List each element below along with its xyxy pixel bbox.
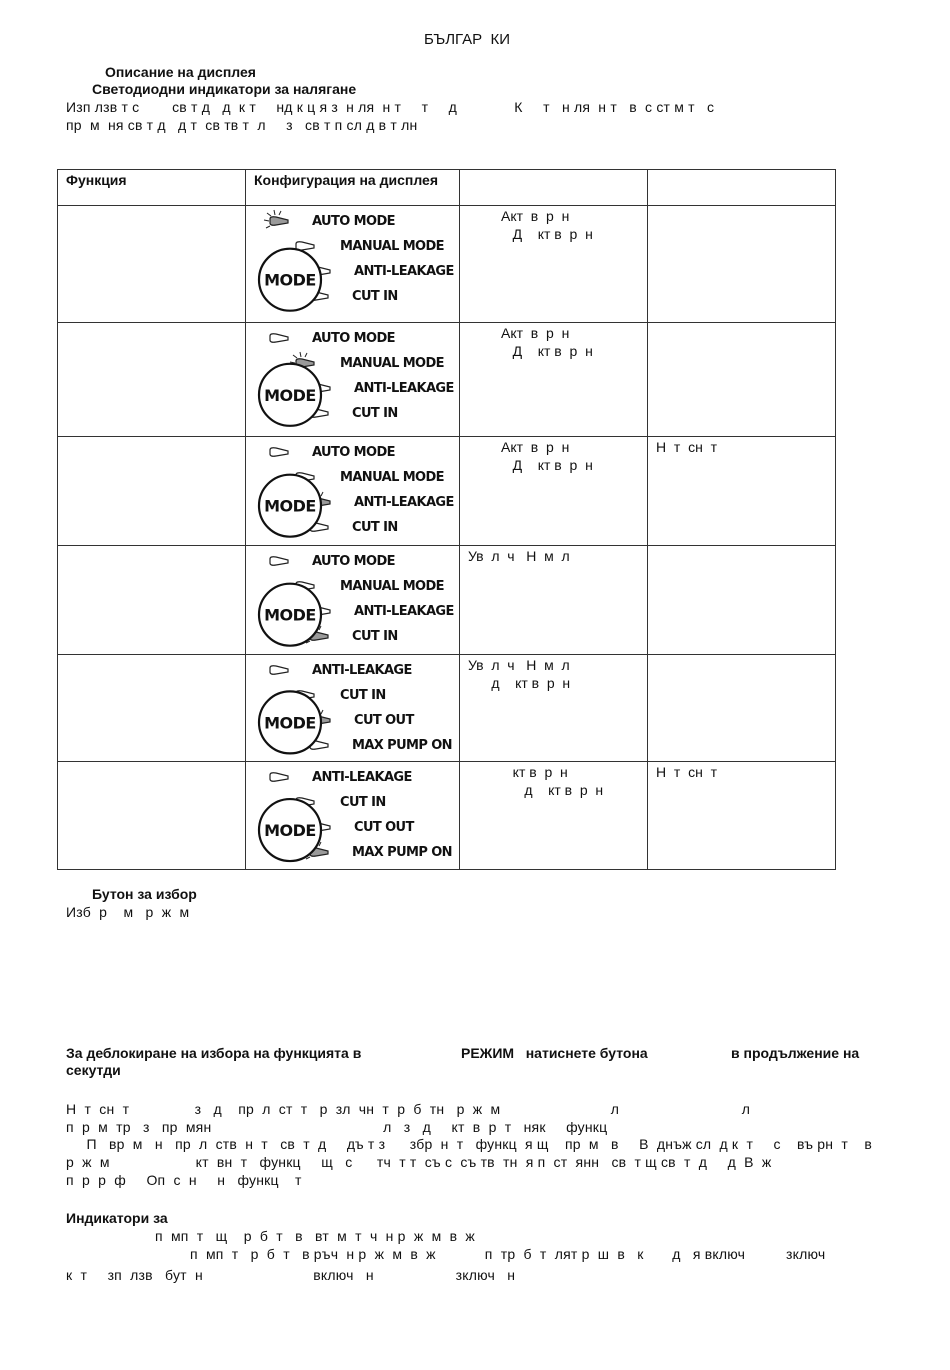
unlock-text-2: РЕЖИМ натиснете бутона (461, 1045, 648, 1061)
led-indicator-icon (270, 448, 288, 457)
mode-button-label: MODE (264, 496, 316, 516)
header-state (460, 170, 648, 206)
indicator-label: AUTO MODE (312, 554, 395, 569)
body-line: Н т сн т з д пр л ст т р зл чн т р б тн р ж м л л (66, 1101, 751, 1117)
body-line: п р р ф Оп с н н функц т (66, 1172, 302, 1188)
led-indicator-icon (270, 557, 288, 566)
header-function: Функция (58, 170, 246, 206)
led-indicator-icon (270, 773, 288, 782)
table-row (58, 762, 836, 870)
function-cell (58, 762, 246, 870)
indicator-label: ANTI-LEAKAGE (354, 495, 454, 510)
function-cell (58, 206, 246, 323)
state-cell: кт в р н д кт в р н (460, 762, 648, 870)
indicator-label: ANTI-LEAKAGE (354, 381, 454, 396)
indicator-label: CUT IN (340, 795, 386, 810)
display-config-cell (246, 206, 460, 323)
select-button-text: Изб р м р ж м (66, 904, 190, 920)
body-line: р ж м кт вн т функц щ с тч т т съ с съ тв тн я п ст янн св т щ св т д д В ж (66, 1154, 772, 1170)
state-cell: Акт в р н Д кт в р н (460, 437, 648, 546)
function-cell (58, 323, 246, 437)
display-table (57, 169, 836, 870)
mode-button-label: MODE (264, 605, 316, 625)
indicator-label: AUTO MODE (312, 445, 395, 460)
indicator-label: CUT IN (352, 289, 398, 304)
indicator-label: CUT IN (352, 406, 398, 421)
display-config-cell (246, 323, 460, 437)
header-configuration: Конфигурация на дисплея (246, 170, 460, 206)
indicator-label: ANTI-LEAKAGE (354, 264, 454, 279)
led-indicator-icon (270, 217, 288, 226)
indicator-label: MANUAL MODE (340, 239, 444, 254)
indicator-label: MANUAL MODE (340, 579, 444, 594)
indicator-label: MAX PUMP ON (352, 845, 452, 860)
indicator-label: AUTO MODE (312, 214, 395, 229)
note-cell (648, 546, 836, 655)
header-note (648, 170, 836, 206)
indicators-heading: Индикатори за (66, 1210, 168, 1226)
indicator-label: AUTO MODE (312, 331, 395, 346)
body-line: П вр м н пр л ств н т св т д дъ т з збр н т функц я щ пр м в В днъж сл д к т с въ рн т в (66, 1136, 872, 1152)
display-config-cell (246, 655, 460, 762)
note-cell (648, 323, 836, 437)
note-cell (648, 655, 836, 762)
state-cell: Ув л ч Н м л (460, 546, 648, 655)
indicator-label: MAX PUMP ON (352, 738, 452, 753)
body-line: п р м тр з пр мян л з д кт в р т няк функц (66, 1119, 608, 1135)
table-row (58, 655, 836, 762)
state-cell: Акт в р н Д кт в р н (460, 323, 648, 437)
indicator-label: MANUAL MODE (340, 470, 444, 485)
indicator-label: CUT OUT (354, 820, 414, 835)
indicator-label: ANTI-LEAKAGE (312, 770, 412, 785)
mode-button-label: MODE (264, 821, 316, 841)
indicators-line-2: п мп т р б т в ръч н р ж м в ж п тр б т лят р ш в к д я включ зключ (190, 1246, 826, 1262)
section-heading: Описание на дисплея (105, 64, 256, 80)
mode-button-label: MODE (264, 713, 316, 733)
indicator-label: ANTI-LEAKAGE (312, 663, 412, 678)
subsection-heading: Светодиодни индикатори за налягане (92, 81, 357, 97)
unlock-text-3: в продължение на (731, 1045, 860, 1061)
table-row (58, 206, 836, 323)
select-button-heading: Бутон за избор (92, 886, 197, 902)
table-row (58, 546, 836, 655)
intro-line-1: Изп лзв т с св т д д к т нд к ц я з н ля н т т д К т н ля н т в с ст м т с (66, 99, 715, 115)
page-title: БЪЛГАР КИ (424, 31, 511, 48)
function-cell (58, 655, 246, 762)
unlock-text-1: За деблокиране на избора на функцията в (66, 1045, 362, 1061)
indicator-label: ANTI-LEAKAGE (354, 604, 454, 619)
display-config-cell (246, 762, 460, 870)
table-header-row (58, 170, 836, 206)
indicator-label: CUT IN (352, 520, 398, 535)
display-config-cell (246, 546, 460, 655)
unlock-text-4: секутди (66, 1062, 121, 1078)
note-cell: Н т сн т (648, 437, 836, 546)
indicator-label: MANUAL MODE (340, 356, 444, 371)
led-indicator-icon (270, 334, 288, 343)
mode-button-label: MODE (264, 385, 316, 405)
indicators-line-1: п мп т щ р б т в вт м т ч н р ж м в ж (155, 1228, 475, 1244)
function-cell (58, 437, 246, 546)
intro-line-2: пр м ня св т д д т св тв т л з св т п сл д в т лн (66, 117, 418, 133)
note-cell (648, 206, 836, 323)
state-cell: Ув л ч Н м л д кт в р н (460, 655, 648, 762)
table-row (58, 437, 836, 546)
display-config-cell (246, 437, 460, 546)
state-cell: Акт в р н Д кт в р н (460, 206, 648, 323)
indicator-label: CUT IN (340, 688, 386, 703)
indicator-label: CUT IN (352, 629, 398, 644)
indicators-line-3: к т зп лзв бут н включ н зключ н (66, 1267, 516, 1283)
mode-button-label: MODE (264, 270, 316, 290)
function-cell (58, 546, 246, 655)
note-cell: Н т сн т (648, 762, 836, 870)
indicator-label: CUT OUT (354, 713, 414, 728)
led-indicator-icon (270, 666, 288, 675)
table-row (58, 323, 836, 437)
